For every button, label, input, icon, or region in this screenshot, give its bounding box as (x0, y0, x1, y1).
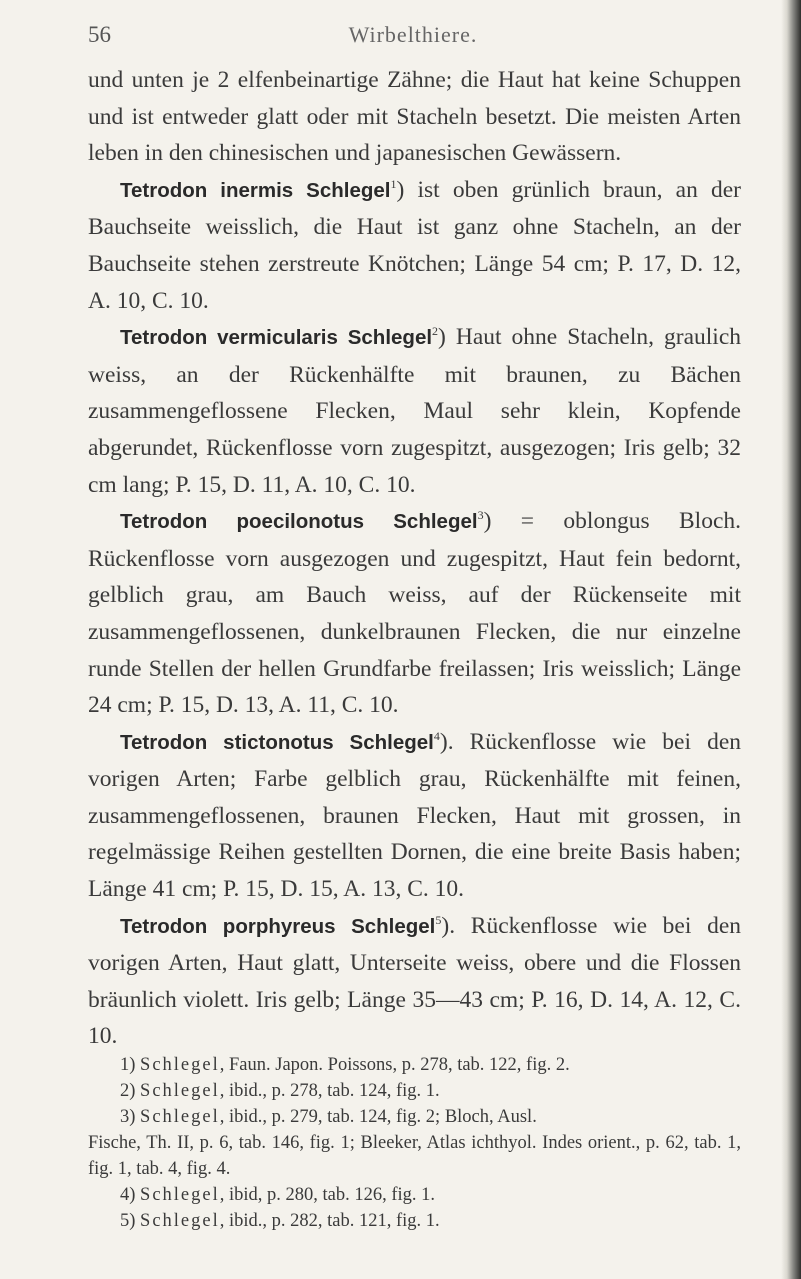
running-title: Wirbelthiere. (348, 22, 478, 47)
footnote-ref[interactable]: 3 (477, 508, 484, 523)
footnote-ref[interactable]: 4 (433, 728, 440, 743)
species-entry: Tetrodon inermis Schlegel$^1$) ist oben grünlich braun, an der Bauchseite weisslich, die Haut ist ganz ohne Stacheln, an der Bauchseite stehen zerstreute Knötchen; Länge 54 cm; P. 17, D. 12, A. 10, C. 10. (88, 176, 742, 314)
species-description: Haut ohne Stacheln, graulich weiss, an der Rückenhälfte mit braunen, zu Bächen zusammengeflossene Flecken, Maul sehr klein, Kopfende abgerundet, Rückenflosse vorn zugespitzt, ausgezogen; Iris gelb; 32 cm lang; P. 15, D. 11, A. 10, C. 10. (88, 324, 742, 498)
footnote-text: , ibid., p. 282, tab. 121, fig. 1. (219, 1211, 440, 1231)
species-description: = oblongus Bloch. Rückenflosse vorn ausgezogen und zugespitzt, Haut fein bedornt, gelblich grau, am Bauch weiss, auf der Rückenseite mit zusammengeflossenen, dunkelbraunen Flecken, die nur einzelne runde Stellen der hellen Grundfarbe freilassen; Iris weisslich; Länge 24 cm; P. 15, D. 13, A. 11, C. 10. (88, 508, 741, 719)
footnote (88, 1208, 741, 1234)
paragraph-intro (88, 62, 741, 172)
species-entry: Tetrodon stictonotus Schlegel$^4$). Rückenflosse wie bei den vorigen Arten; Farbe gelblich grau, Rückenhälfte mit feinen, zusammengeflossenen, braunen Flecken, Haut mit grossen, in regelmässige Reihen gestellten Dornen, die eine breite Basis haben; Länge 41 cm; P. 15, D. 15, A. 13, C. 10. (88, 728, 742, 903)
footnote-text: , ibid, p. 280, tab. 126, fig. 1. (219, 1185, 436, 1205)
page-header (88, 22, 738, 52)
body-text (88, 62, 741, 1055)
footnote-author: Schlegel (140, 1107, 220, 1127)
species-description: . Rückenflosse wie bei den vorigen Arten, Haut glatt, Unterseite weiss, obere und die Flossen bräunlich violett. Iris gelb; Länge 35—43 cm; P. 16, D. 14, A. 12, C. 10. (88, 912, 741, 1050)
species-name: Tetrodon stictonotus Schlegel (120, 730, 434, 754)
species-entry: Tetrodon vermicularis Schlegel$^2$) Haut ohne Stacheln, graulich weiss, an der Rückenhälfte mit braunen, zu Bächen zusammengeflossene Flecken, Maul sehr klein, Kopfende abgerundet, Rückenflosse vorn zugespitzt, ausgezogen; Iris gelb; 32 cm lang; P. 15, D. 11, A. 10, C. 10. (88, 324, 742, 498)
species-description: ist oben grünlich braun, an der Bauchseite weisslich, die Haut ist ganz ohne Stacheln, an der Bauchseite stehen zerstreute Knötchen; Länge 54 cm; P. 17, D. 12, A. 10, C. 10. (88, 176, 742, 314)
footnote-author: Schlegel (140, 1081, 220, 1101)
species-entry: Tetrodon poecilonotus Schlegel$^3$) = oblongus Bloch. Rückenflosse vorn ausgezogen und zugespitzt, Haut fein bedornt, gelblich grau, am Bauch weiss, auf der Rückenseite mit zusammengeflossenen, dunkelbraunen Flecken, die nur einzelne runde Stellen der hellen Grundfarbe freilassen; Iris weisslich; Länge 24 cm; P. 15, D. 13, A. 11, C. 10. (88, 508, 741, 719)
footnote-number: 2) (120, 1081, 136, 1101)
footnote-author: Schlegel (140, 1185, 220, 1205)
paragraph-text: und unten je 2 elfenbeinartige Zähne; die Haut hat keine Schuppen und ist entweder glatt oder mit Stacheln besetzt. Die meisten Arten leben in den chinesischen und japanesischen Gewässern. (88, 67, 741, 167)
page-edge-shadow (781, 0, 801, 1279)
footnote (88, 1104, 741, 1130)
footnotes (88, 1052, 741, 1234)
species-name: Tetrodon poecilonotus Schlegel (120, 510, 478, 534)
footnote-ref[interactable]: 2 (432, 324, 439, 339)
footnote-number: 4) (120, 1185, 136, 1205)
footnote-continuation: Fische, Th. II, p. 6, tab. 146, fig. 1; Bleeker, Atlas ichthyol. Indes orient., p. 62, tab. 1, fig. 1, tab. 4, fig. 4. (88, 1133, 741, 1179)
footnote-author: Schlegel (140, 1211, 220, 1231)
species-name: Tetrodon vermicularis Schlegel (120, 326, 433, 350)
footnote (88, 1182, 741, 1208)
footnote-ref[interactable]: 1 (390, 176, 397, 191)
footnote-author: Schlegel (140, 1055, 220, 1075)
species-description: . Rückenflosse wie bei den vorigen Arten; Farbe gelblich grau, Rückenhälfte mit feinen, zusammengeflossenen, braunen Flecken, Haut mit grossen, in regelmässige Reihen gestellten Dornen, die eine breite Basis haben; Länge 41 cm; P. 15, D. 15, A. 13, C. 10. (88, 728, 742, 903)
footnote-text: , Faun. Japon. Poissons, p. 278, tab. 122, fig. 2. (219, 1055, 570, 1075)
footnote-text: , ibid., p. 278, tab. 124, fig. 1. (219, 1081, 440, 1101)
footnote-number: 3) (120, 1107, 136, 1127)
species-name: Tetrodon porphyreus Schlegel (120, 914, 436, 938)
footnote (88, 1078, 741, 1104)
page-number: 56 (88, 22, 111, 47)
footnote-number: 5) (120, 1211, 136, 1231)
species-name: Tetrodon inermis Schlegel (120, 178, 391, 202)
footnote (88, 1052, 741, 1078)
footnote-ref[interactable]: 5 (435, 912, 442, 927)
footnote-text: , ibid., p. 279, tab. 124, fig. 2; Bloch, Ausl. (219, 1107, 537, 1127)
footnote-number: 1) (120, 1055, 136, 1075)
species-entry: Tetrodon porphyreus Schlegel$^5$). Rückenflosse wie bei den vorigen Arten, Haut glatt, Unterseite weiss, obere und die Flossen bräunlich violett. Iris gelb; Länge 35—43 cm; P. 16, D. 14, A. 12, C. 10. (88, 912, 741, 1050)
